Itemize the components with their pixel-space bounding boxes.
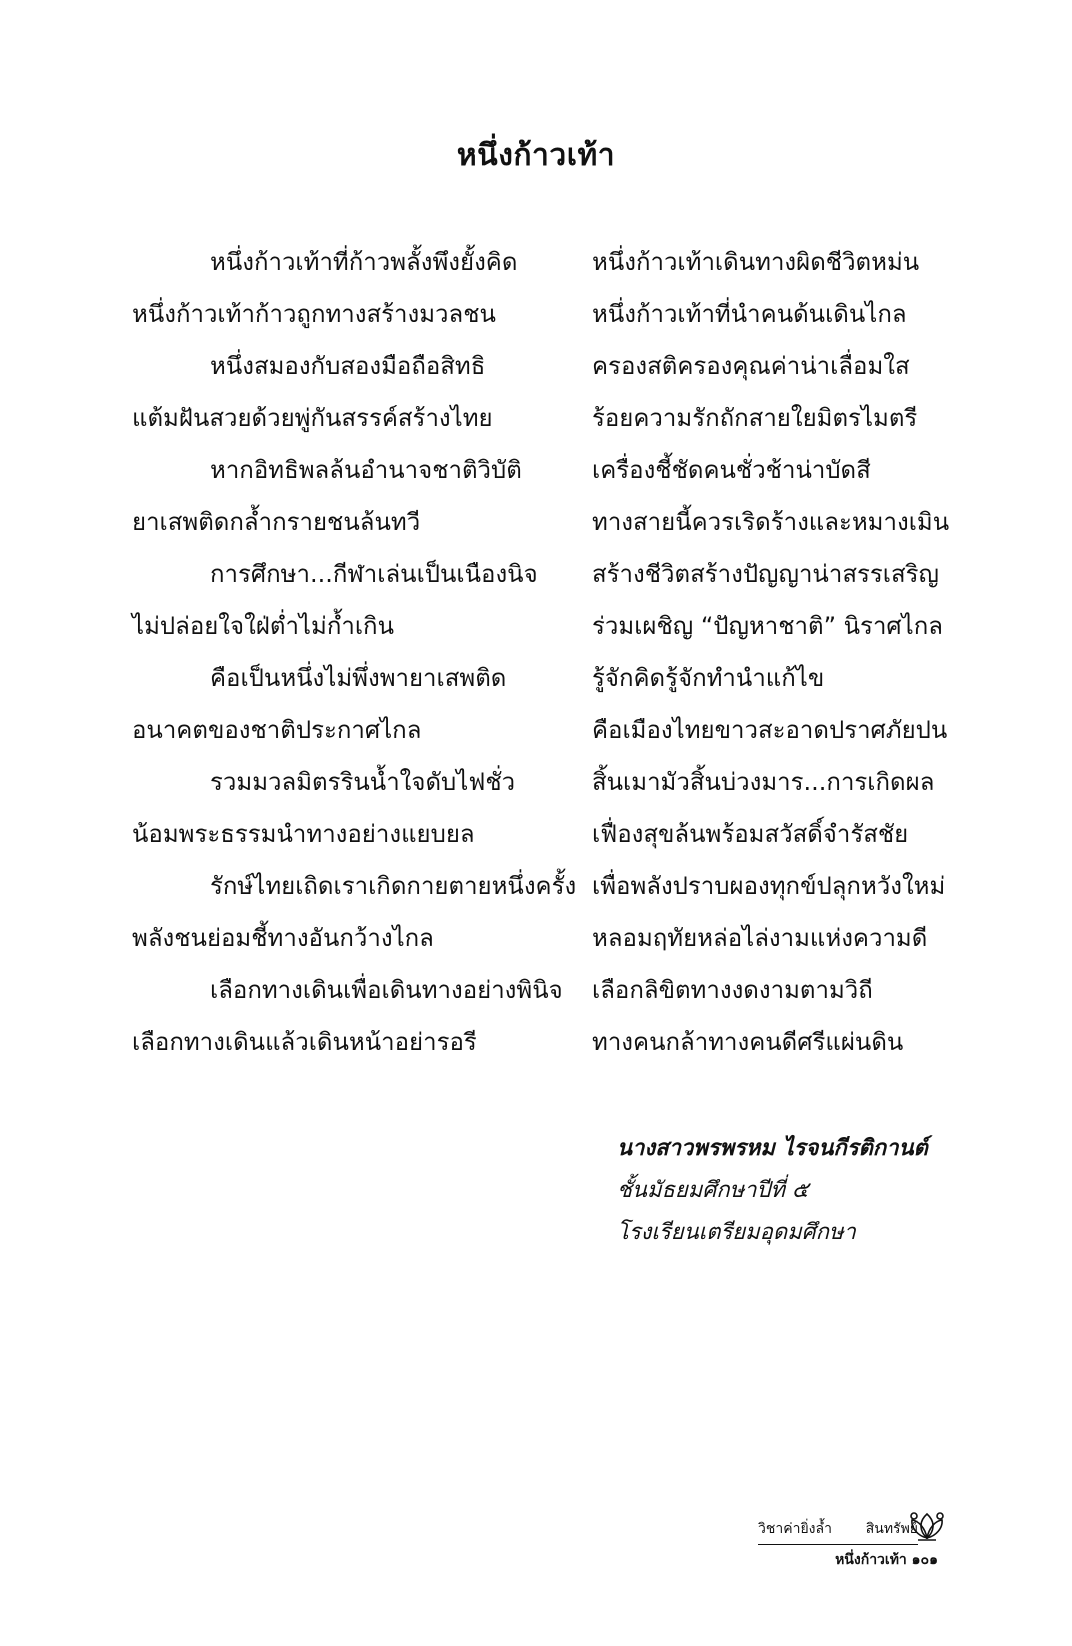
stanza-left [132, 652, 592, 756]
stanza-left [132, 444, 592, 548]
poem-line: รักษ์ไทยเถิดเราเกิดกายตายหนึ่งครั้ง [210, 872, 577, 900]
poem-line: สร้างชีวิตสร้างปัญญาน่าสรรเสริญ [592, 560, 939, 588]
poem-line: สิ้นเมามัวสิ้นบ่วงมาร...การเกิดผล [592, 768, 935, 796]
poem-line: ครองสติครองคุณค่าน่าเลื่อมใส [592, 352, 910, 380]
stanza-left [132, 340, 592, 444]
page-number: ๑๐๑ [911, 1552, 938, 1568]
stanza-right [592, 340, 952, 444]
footer-page-info [758, 1549, 938, 1571]
stanza [132, 340, 952, 444]
stanza-left [132, 756, 592, 860]
stanza-right [592, 860, 952, 964]
poem-line: หากอิทธิพลล้นอำนาจชาติวิบัติ [210, 456, 522, 484]
poem-line: แต้มฝันสวยด้วยพู่กันสรรค์สร้างไทย [132, 404, 493, 432]
author-name: นางสาวพรพรหม ไรจนกีรติกานต์ [617, 1136, 928, 1161]
page-title: หนึ่งก้าวเท้า [456, 138, 616, 173]
stanza-right [592, 652, 952, 756]
stanza-left [132, 964, 592, 1068]
poem-line: การศึกษา...กีฬาเล่นเป็นเนืองนิจ [210, 560, 538, 588]
stanza-right [592, 548, 952, 652]
stanza [132, 236, 952, 340]
poem-line: รวมมวลมิตรรินน้ำใจดับไฟชั่ว [210, 768, 516, 796]
stanza-left [132, 548, 592, 652]
stanza [132, 964, 952, 1068]
author-block [617, 1128, 928, 1254]
poem-line: เลือกทางเดินเพื่อเดินทางอย่างพินิจ [210, 976, 563, 1004]
poem-line: เครื่องชี้ชัดคนชั่วช้าน่าบัดสี [592, 456, 871, 484]
poem-line: หนึ่งก้าวเท้าเดินทางผิดชีวิตหม่น [592, 248, 920, 276]
poem-line: พลังชนย่อมชี้ทางอันกว้างไกล [132, 924, 434, 952]
stanza-right [592, 444, 952, 548]
poem-line: หนึ่งก้าวเท้าที่ก้าวพลั้งพึงยั้งคิด [210, 248, 518, 276]
poem-line: ทางสายนี้ควรเริดร้างและหมางเมิน [592, 508, 950, 536]
poem-line: ยาเสพติดกล้ำกรายชนล้นทวี [132, 508, 421, 536]
poem-line: เลือกลิขิตทางงดงามตามวิถี [592, 976, 873, 1004]
footer-page-label: หนึ่งก้าวเท้า [835, 1552, 907, 1568]
author-grade: ชั้นมัธยมศึกษาปีที่ ๕ [617, 1178, 809, 1203]
stanza [132, 756, 952, 860]
page-footer [758, 1518, 948, 1571]
footer-caption [758, 1518, 918, 1545]
poem-line: คือเมืองไทยขาวสะอาดปราศภัยปน [592, 716, 948, 744]
poem-line: ทางคนกล้าทางคนดีศรีแผ่นดิน [592, 1028, 904, 1056]
poem-body [132, 236, 952, 1068]
stanza [132, 444, 952, 548]
stanza [132, 548, 952, 652]
poem-line: น้อมพระธรรมนำทางอย่างแยบยล [132, 820, 475, 848]
stanza [132, 860, 952, 964]
poem-line: ไม่ปล่อยใจใฝ่ต่ำไม่ก้ำเกิน [132, 612, 394, 640]
stanza-right [592, 964, 952, 1068]
stanza-left [132, 860, 592, 964]
stanza-right [592, 236, 952, 340]
footer-right-text: สินทรัพย์ [865, 1521, 918, 1537]
poem-line: ร้อยความรักถักสายใยมิตรไมตรี [592, 404, 918, 432]
poem-line: เพื่อพลังปราบผองทุกข์ปลุกหวังใหม่ [592, 872, 946, 900]
poem-line: เลือกทางเดินแล้วเดินหน้าอย่ารอรี [132, 1028, 477, 1056]
poem-line: อนาคตของชาติประกาศไกล [132, 716, 422, 744]
poem-line: หนึ่งก้าวเท้าก้าวถูกทางสร้างมวลชน [132, 300, 496, 328]
poem-line: หนึ่งสมองกับสองมือถือสิทธิ [210, 352, 486, 380]
poem-line: เฟื่องสุขล้นพร้อมสวัสดิ์จำรัสชัย [592, 820, 909, 848]
poem-line: รู้จักคิดรู้จักทำนำแก้ไข [592, 664, 825, 692]
poem-line: คือเป็นหนึ่งไม่พึ่งพายาเสพติด [210, 664, 507, 692]
poem-line: ร่วมเผชิญ “ปัญหาชาติ” นิราศไกล [592, 612, 943, 640]
stanza [132, 652, 952, 756]
author-school: โรงเรียนเตรียมอุดมศึกษา [617, 1220, 856, 1245]
poem-line: หลอมฤทัยหล่อไล่งามแห่งความดี [592, 924, 928, 952]
lotus-logo-icon [906, 1508, 948, 1544]
stanza-left [132, 236, 592, 340]
poem-line: หนึ่งก้าวเท้าที่นำคนด้นเดินไกล [592, 300, 907, 328]
footer-left-text: วิชาค่ายิ่งล้ำ [758, 1521, 832, 1537]
stanza-right [592, 756, 952, 860]
